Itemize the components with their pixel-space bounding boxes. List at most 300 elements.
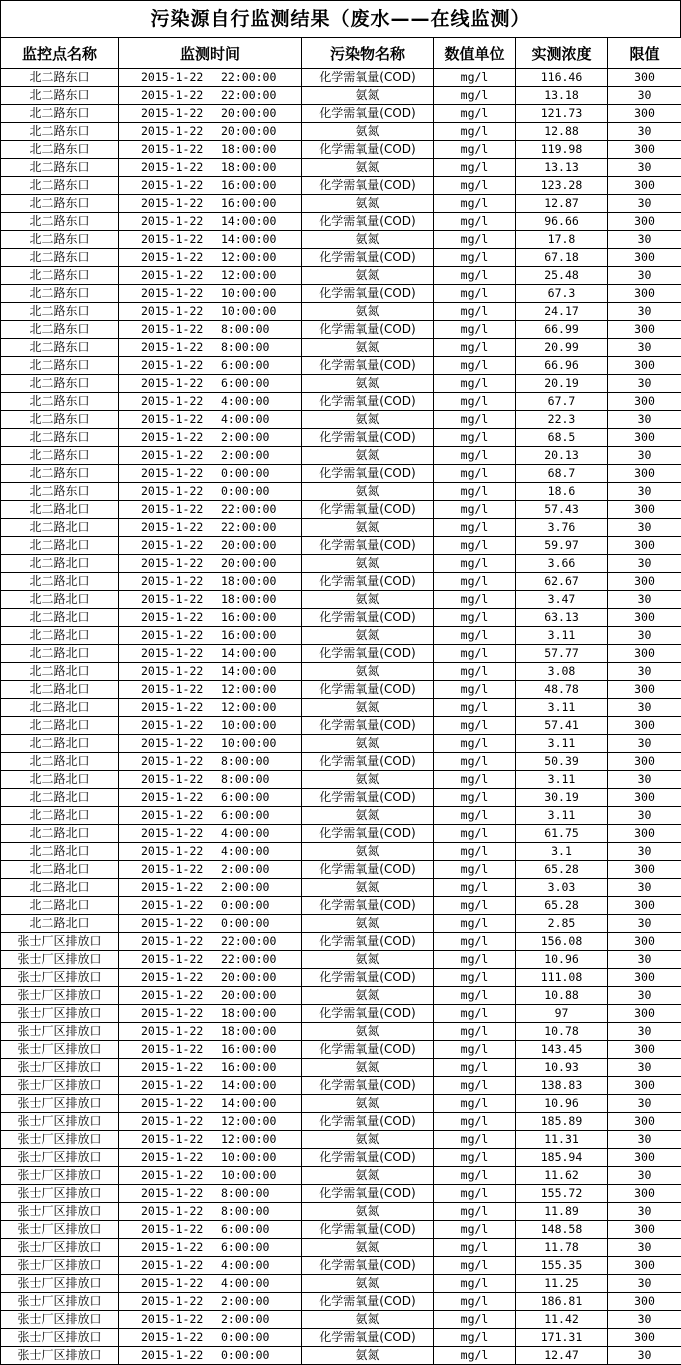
clock-text: 8:00:00: [221, 753, 291, 770]
unit-cell: mg/l: [434, 663, 516, 681]
date-text: 2015-1-22: [129, 825, 221, 842]
table-row: [1, 321, 681, 339]
date-text: 2015-1-22: [129, 177, 221, 194]
date-text: 2015-1-22: [129, 915, 221, 932]
unit-cell: mg/l: [434, 1221, 516, 1239]
unit-cell: mg/l: [434, 177, 516, 195]
time-cell: [119, 69, 302, 87]
unit-cell: mg/l: [434, 375, 516, 393]
time-cell: [119, 321, 302, 339]
table-row: [1, 123, 681, 141]
pollutant-cell: 化学需氧量(COD): [302, 1005, 434, 1023]
station-cell: 北二路东口: [1, 303, 119, 321]
unit-cell: mg/l: [434, 645, 516, 663]
clock-text: 22:00:00: [221, 519, 291, 536]
limit-cell: 300: [608, 429, 681, 447]
station-cell: 北二路北口: [1, 717, 119, 735]
clock-text: 18:00:00: [221, 1023, 291, 1040]
station-cell: 北二路东口: [1, 285, 119, 303]
time-cell: [119, 717, 302, 735]
station-cell: 张士厂区排放口: [1, 1311, 119, 1329]
unit-cell: mg/l: [434, 609, 516, 627]
pollutant-cell: 化学需氧量(COD): [302, 573, 434, 591]
limit-cell: 30: [608, 735, 681, 753]
limit-cell: 30: [608, 771, 681, 789]
unit-cell: mg/l: [434, 87, 516, 105]
time-cell: [119, 87, 302, 105]
table-row: [1, 141, 681, 159]
value-cell: 3.66: [516, 555, 608, 573]
time-cell: [119, 249, 302, 267]
date-text: 2015-1-22: [129, 645, 221, 662]
clock-text: 14:00:00: [221, 1095, 291, 1112]
date-text: 2015-1-22: [129, 681, 221, 698]
time-cell: [119, 303, 302, 321]
time-cell: [119, 1059, 302, 1077]
value-cell: 11.78: [516, 1239, 608, 1257]
table-row: [1, 951, 681, 969]
station-cell: 北二路东口: [1, 483, 119, 501]
pollutant-cell: 化学需氧量(COD): [302, 285, 434, 303]
value-cell: 148.58: [516, 1221, 608, 1239]
table-row: [1, 393, 681, 411]
clock-text: 0:00:00: [221, 897, 291, 914]
unit-cell: mg/l: [434, 213, 516, 231]
station-cell: 张士厂区排放口: [1, 1293, 119, 1311]
pollutant-cell: 氨氮: [302, 267, 434, 285]
date-text: 2015-1-22: [129, 1059, 221, 1076]
clock-text: 12:00:00: [221, 699, 291, 716]
limit-cell: 300: [608, 861, 681, 879]
unit-cell: mg/l: [434, 771, 516, 789]
time-cell: [119, 753, 302, 771]
time-cell: [119, 807, 302, 825]
pollutant-cell: 化学需氧量(COD): [302, 141, 434, 159]
pollutant-cell: 化学需氧量(COD): [302, 897, 434, 915]
pollutant-cell: 化学需氧量(COD): [302, 501, 434, 519]
station-cell: 张士厂区排放口: [1, 1113, 119, 1131]
time-cell: [119, 609, 302, 627]
clock-text: 0:00:00: [221, 465, 291, 482]
value-cell: 3.11: [516, 627, 608, 645]
limit-cell: 30: [608, 123, 681, 141]
station-cell: 张士厂区排放口: [1, 1131, 119, 1149]
date-text: 2015-1-22: [129, 843, 221, 860]
date-text: 2015-1-22: [129, 105, 221, 122]
limit-cell: 30: [608, 195, 681, 213]
date-text: 2015-1-22: [129, 393, 221, 410]
clock-text: 18:00:00: [221, 573, 291, 590]
time-cell: [119, 1221, 302, 1239]
limit-cell: 30: [608, 915, 681, 933]
time-cell: [119, 447, 302, 465]
limit-cell: 30: [608, 303, 681, 321]
clock-text: 6:00:00: [221, 789, 291, 806]
limit-cell: 30: [608, 627, 681, 645]
sheet-title: 污染源自行监测结果（废水——在线监测）: [0, 0, 681, 37]
unit-cell: mg/l: [434, 843, 516, 861]
time-cell: [119, 555, 302, 573]
unit-cell: mg/l: [434, 429, 516, 447]
pollutant-cell: 氨氮: [302, 375, 434, 393]
unit-cell: mg/l: [434, 1311, 516, 1329]
unit-cell: mg/l: [434, 1239, 516, 1257]
table-row: [1, 645, 681, 663]
clock-text: 8:00:00: [221, 1185, 291, 1202]
time-cell: [119, 915, 302, 933]
limit-cell: 300: [608, 465, 681, 483]
time-cell: [119, 465, 302, 483]
limit-cell: 300: [608, 1077, 681, 1095]
limit-cell: 300: [608, 537, 681, 555]
pollutant-cell: 化学需氧量(COD): [302, 429, 434, 447]
limit-cell: 300: [608, 177, 681, 195]
date-text: 2015-1-22: [129, 519, 221, 536]
station-cell: 北二路北口: [1, 879, 119, 897]
time-cell: [119, 573, 302, 591]
date-text: 2015-1-22: [129, 321, 221, 338]
table-row: [1, 969, 681, 987]
value-cell: 68.7: [516, 465, 608, 483]
date-text: 2015-1-22: [129, 339, 221, 356]
value-cell: 48.78: [516, 681, 608, 699]
unit-cell: mg/l: [434, 1023, 516, 1041]
limit-cell: 300: [608, 1005, 681, 1023]
value-cell: 20.99: [516, 339, 608, 357]
clock-text: 20:00:00: [221, 555, 291, 572]
date-text: 2015-1-22: [129, 1149, 221, 1166]
time-cell: [119, 1023, 302, 1041]
unit-cell: mg/l: [434, 1131, 516, 1149]
limit-cell: 30: [608, 159, 681, 177]
date-text: 2015-1-22: [129, 753, 221, 770]
time-cell: [119, 789, 302, 807]
pollutant-cell: 氨氮: [302, 663, 434, 681]
clock-text: 6:00:00: [221, 1239, 291, 1256]
station-cell: 北二路东口: [1, 465, 119, 483]
pollutant-cell: 氨氮: [302, 843, 434, 861]
station-cell: 张士厂区排放口: [1, 1221, 119, 1239]
value-cell: 116.46: [516, 69, 608, 87]
pollutant-cell: 化学需氧量(COD): [302, 609, 434, 627]
date-text: 2015-1-22: [129, 159, 221, 176]
station-cell: 张士厂区排放口: [1, 969, 119, 987]
date-text: 2015-1-22: [129, 735, 221, 752]
pollutant-cell: 化学需氧量(COD): [302, 465, 434, 483]
value-cell: 10.93: [516, 1059, 608, 1077]
value-cell: 3.1: [516, 843, 608, 861]
value-cell: 57.41: [516, 717, 608, 735]
table-row: [1, 447, 681, 465]
clock-text: 22:00:00: [221, 501, 291, 518]
station-cell: 北二路东口: [1, 87, 119, 105]
pollutant-cell: 氨氮: [302, 735, 434, 753]
limit-cell: 300: [608, 501, 681, 519]
station-cell: 北二路东口: [1, 195, 119, 213]
table-row: [1, 843, 681, 861]
pollutant-cell: 化学需氧量(COD): [302, 69, 434, 87]
station-cell: 北二路北口: [1, 627, 119, 645]
clock-text: 8:00:00: [221, 1203, 291, 1220]
time-cell: [119, 339, 302, 357]
clock-text: 0:00:00: [221, 483, 291, 500]
time-cell: [119, 483, 302, 501]
value-cell: 10.96: [516, 1095, 608, 1113]
table-row: [1, 1059, 681, 1077]
date-text: 2015-1-22: [129, 429, 221, 446]
station-cell: 北二路北口: [1, 519, 119, 537]
date-text: 2015-1-22: [129, 285, 221, 302]
pollutant-cell: 氨氮: [302, 627, 434, 645]
table-row: [1, 69, 681, 87]
pollutant-cell: 氨氮: [302, 339, 434, 357]
station-cell: 张士厂区排放口: [1, 1005, 119, 1023]
clock-text: 18:00:00: [221, 1005, 291, 1022]
time-cell: [119, 285, 302, 303]
pollutant-cell: 化学需氧量(COD): [302, 321, 434, 339]
unit-cell: mg/l: [434, 267, 516, 285]
clock-text: 4:00:00: [221, 393, 291, 410]
value-cell: 3.11: [516, 735, 608, 753]
limit-cell: 30: [608, 951, 681, 969]
pollutant-cell: 化学需氧量(COD): [302, 825, 434, 843]
value-cell: 3.11: [516, 807, 608, 825]
date-text: 2015-1-22: [129, 483, 221, 500]
limit-cell: 30: [608, 519, 681, 537]
station-cell: 张士厂区排放口: [1, 1059, 119, 1077]
time-cell: [119, 1293, 302, 1311]
limit-cell: 300: [608, 753, 681, 771]
pollutant-cell: 化学需氧量(COD): [302, 933, 434, 951]
date-text: 2015-1-22: [129, 447, 221, 464]
date-text: 2015-1-22: [129, 789, 221, 806]
date-text: 2015-1-22: [129, 1167, 221, 1184]
table-row: [1, 267, 681, 285]
date-text: 2015-1-22: [129, 1329, 221, 1346]
station-cell: 北二路北口: [1, 771, 119, 789]
limit-cell: 300: [608, 105, 681, 123]
value-cell: 111.08: [516, 969, 608, 987]
table-row: [1, 987, 681, 1005]
limit-cell: 300: [608, 1149, 681, 1167]
value-cell: 11.42: [516, 1311, 608, 1329]
station-cell: 张士厂区排放口: [1, 1095, 119, 1113]
clock-text: 16:00:00: [221, 177, 291, 194]
value-cell: 50.39: [516, 753, 608, 771]
clock-text: 10:00:00: [221, 303, 291, 320]
date-text: 2015-1-22: [129, 141, 221, 158]
limit-cell: 300: [608, 249, 681, 267]
time-cell: [119, 1131, 302, 1149]
pollutant-cell: 氨氮: [302, 879, 434, 897]
station-cell: 北二路北口: [1, 897, 119, 915]
limit-cell: 300: [608, 285, 681, 303]
unit-cell: mg/l: [434, 1149, 516, 1167]
table-row: [1, 195, 681, 213]
clock-text: 20:00:00: [221, 105, 291, 122]
date-text: 2015-1-22: [129, 1203, 221, 1220]
unit-cell: mg/l: [434, 465, 516, 483]
value-cell: 65.28: [516, 861, 608, 879]
date-text: 2015-1-22: [129, 591, 221, 608]
value-cell: 138.83: [516, 1077, 608, 1095]
unit-cell: mg/l: [434, 1113, 516, 1131]
limit-cell: 30: [608, 1131, 681, 1149]
time-cell: [119, 159, 302, 177]
unit-cell: mg/l: [434, 1077, 516, 1095]
unit-cell: mg/l: [434, 393, 516, 411]
value-cell: 96.66: [516, 213, 608, 231]
unit-cell: mg/l: [434, 303, 516, 321]
unit-cell: mg/l: [434, 627, 516, 645]
clock-text: 6:00:00: [221, 357, 291, 374]
unit-cell: mg/l: [434, 1257, 516, 1275]
value-cell: 155.72: [516, 1185, 608, 1203]
limit-cell: 30: [608, 1347, 681, 1365]
table-row: [1, 1203, 681, 1221]
unit-cell: mg/l: [434, 339, 516, 357]
limit-cell: 30: [608, 1203, 681, 1221]
table-row: [1, 339, 681, 357]
station-cell: 北二路北口: [1, 681, 119, 699]
table-row: [1, 555, 681, 573]
time-cell: [119, 681, 302, 699]
unit-cell: mg/l: [434, 1095, 516, 1113]
pollutant-cell: 化学需氧量(COD): [302, 1221, 434, 1239]
date-text: 2015-1-22: [129, 1023, 221, 1040]
time-cell: [119, 1005, 302, 1023]
pollutant-cell: 化学需氧量(COD): [302, 1149, 434, 1167]
table-row: [1, 627, 681, 645]
time-cell: [119, 933, 302, 951]
unit-cell: mg/l: [434, 861, 516, 879]
monitoring-table: [0, 37, 681, 1365]
date-text: 2015-1-22: [129, 627, 221, 644]
unit-cell: mg/l: [434, 537, 516, 555]
clock-text: 14:00:00: [221, 1077, 291, 1094]
unit-cell: mg/l: [434, 807, 516, 825]
time-cell: [119, 177, 302, 195]
unit-cell: mg/l: [434, 411, 516, 429]
table-row: [1, 1095, 681, 1113]
value-cell: 57.43: [516, 501, 608, 519]
table-row: [1, 771, 681, 789]
limit-cell: 30: [608, 87, 681, 105]
unit-cell: mg/l: [434, 1005, 516, 1023]
clock-text: 14:00:00: [221, 213, 291, 230]
unit-cell: mg/l: [434, 933, 516, 951]
station-cell: 张士厂区排放口: [1, 951, 119, 969]
time-cell: [119, 969, 302, 987]
pollutant-cell: 化学需氧量(COD): [302, 249, 434, 267]
unit-cell: mg/l: [434, 573, 516, 591]
clock-text: 10:00:00: [221, 735, 291, 752]
station-cell: 北二路东口: [1, 339, 119, 357]
time-cell: [119, 1077, 302, 1095]
date-text: 2015-1-22: [129, 357, 221, 374]
time-cell: [119, 699, 302, 717]
unit-cell: mg/l: [434, 519, 516, 537]
col-header-limit: 限值: [608, 38, 681, 69]
col-header-time: 监测时间: [119, 38, 302, 69]
pollutant-cell: 氨氮: [302, 1311, 434, 1329]
unit-cell: mg/l: [434, 969, 516, 987]
value-cell: 22.3: [516, 411, 608, 429]
limit-cell: 30: [608, 1023, 681, 1041]
unit-cell: mg/l: [434, 897, 516, 915]
unit-cell: mg/l: [434, 285, 516, 303]
station-cell: 北二路北口: [1, 753, 119, 771]
time-cell: [119, 627, 302, 645]
limit-cell: 30: [608, 987, 681, 1005]
pollutant-cell: 化学需氧量(COD): [302, 393, 434, 411]
limit-cell: 300: [608, 609, 681, 627]
limit-cell: 30: [608, 339, 681, 357]
value-cell: 59.97: [516, 537, 608, 555]
limit-cell: 300: [608, 393, 681, 411]
value-cell: 3.11: [516, 699, 608, 717]
unit-cell: mg/l: [434, 1167, 516, 1185]
clock-text: 2:00:00: [221, 861, 291, 878]
time-cell: [119, 771, 302, 789]
table-row: [1, 915, 681, 933]
time-cell: [119, 1041, 302, 1059]
limit-cell: 30: [608, 1239, 681, 1257]
date-text: 2015-1-22: [129, 717, 221, 734]
station-cell: 北二路北口: [1, 861, 119, 879]
col-header-unit: 数值单位: [434, 38, 516, 69]
pollutant-cell: 氨氮: [302, 915, 434, 933]
time-cell: [119, 843, 302, 861]
unit-cell: mg/l: [434, 699, 516, 717]
table-row: [1, 1257, 681, 1275]
unit-cell: mg/l: [434, 141, 516, 159]
limit-cell: 300: [608, 969, 681, 987]
unit-cell: mg/l: [434, 951, 516, 969]
clock-text: 8:00:00: [221, 321, 291, 338]
limit-cell: 30: [608, 1095, 681, 1113]
unit-cell: mg/l: [434, 753, 516, 771]
value-cell: 11.89: [516, 1203, 608, 1221]
table-row: [1, 573, 681, 591]
clock-text: 2:00:00: [221, 429, 291, 446]
date-text: 2015-1-22: [129, 969, 221, 986]
time-cell: [119, 501, 302, 519]
clock-text: 16:00:00: [221, 627, 291, 644]
date-text: 2015-1-22: [129, 267, 221, 284]
date-text: 2015-1-22: [129, 465, 221, 482]
station-cell: 北二路北口: [1, 645, 119, 663]
value-cell: 3.08: [516, 663, 608, 681]
date-text: 2015-1-22: [129, 1257, 221, 1274]
unit-cell: mg/l: [434, 987, 516, 1005]
value-cell: 185.89: [516, 1113, 608, 1131]
clock-text: 4:00:00: [221, 1257, 291, 1274]
pollutant-cell: 氨氮: [302, 1095, 434, 1113]
header-row: [1, 38, 681, 69]
unit-cell: mg/l: [434, 1203, 516, 1221]
pollutant-cell: 化学需氧量(COD): [302, 1293, 434, 1311]
clock-text: 20:00:00: [221, 987, 291, 1004]
date-text: 2015-1-22: [129, 69, 221, 86]
clock-text: 16:00:00: [221, 609, 291, 626]
station-cell: 北二路北口: [1, 591, 119, 609]
station-cell: 北二路北口: [1, 501, 119, 519]
clock-text: 8:00:00: [221, 339, 291, 356]
pollutant-cell: 氨氮: [302, 195, 434, 213]
value-cell: 155.35: [516, 1257, 608, 1275]
station-cell: 北二路北口: [1, 735, 119, 753]
